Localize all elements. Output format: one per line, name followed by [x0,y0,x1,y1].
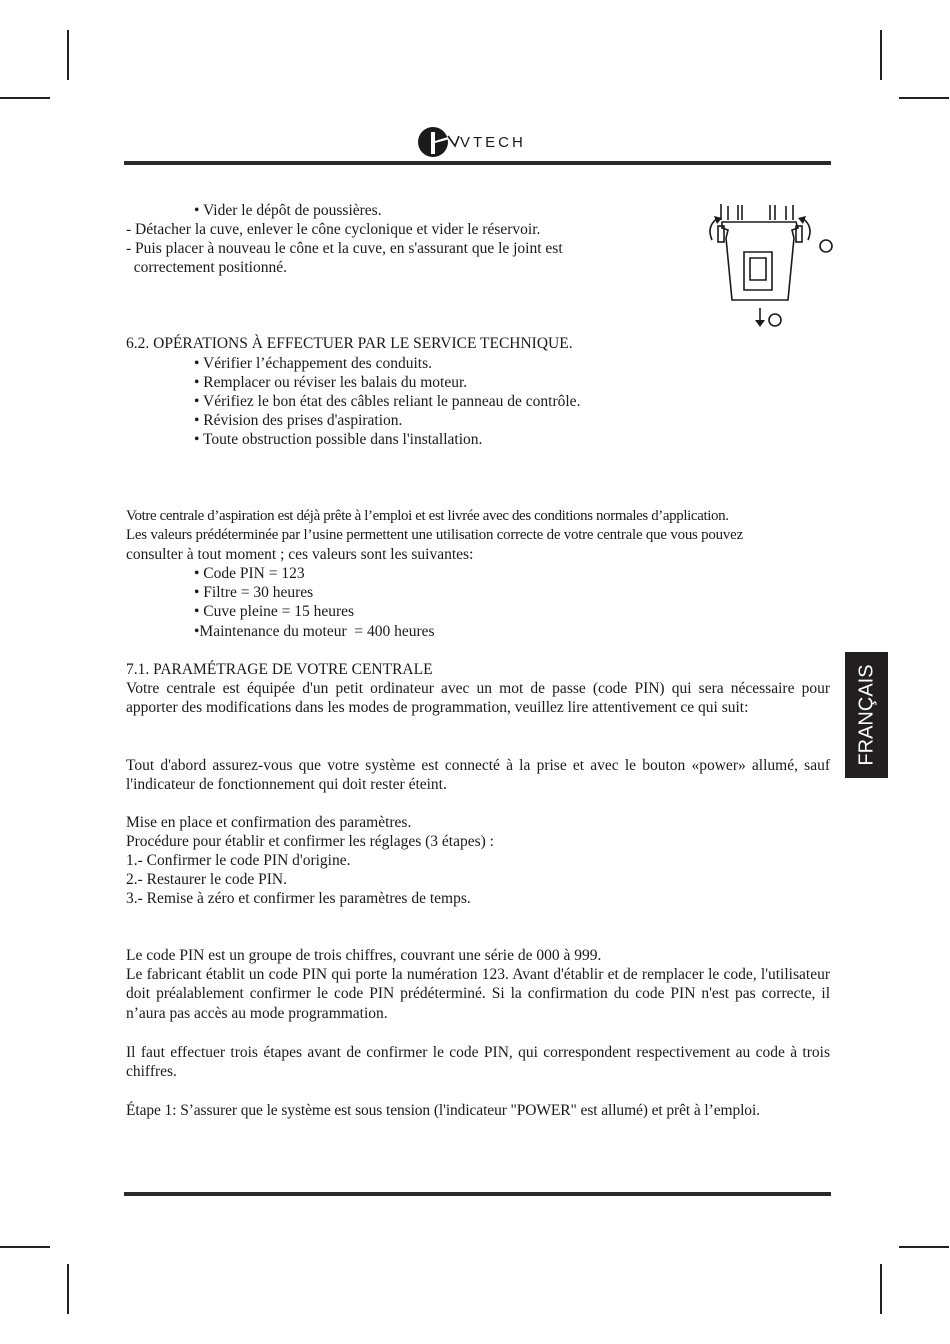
paragraph: Il faut effectuer trois étapes avant de confirmer le code PIN, qui correspondent respectivement au code à trois chiffres. [126,1044,830,1081]
list-item: • Cuve pleine = 15 heures [194,603,355,620]
crop-mark [899,1246,949,1248]
paragraph-line: Le code PIN est un groupe de trois chiffres, couvrant une série de 000 à 999. [126,947,602,964]
crop-mark [899,97,949,99]
paragraph-line: Étape 1: S’assurer que le système est sous tension (l'indicateur "POWER" est allumé) et prêt à l’emploi. [126,1102,760,1119]
list-item: • Filtre = 30 heures [194,584,314,601]
step-line: Procédure pour établir et confirmer les réglages (3 étapes) : [126,833,494,850]
section-heading: 6.2. OPÉRATIONS À EFFECTUER PAR LE SERVICE TECHNIQUE. [126,335,573,352]
list-item: - Puis placer à nouveau le cône et la cuve, en s'assurant que le joint est [126,240,563,257]
footer-rule [124,1192,831,1196]
language-tab [845,652,888,778]
header-rule [124,161,831,165]
paragraph-line: Votre centrale d’aspiration est déjà prête à l’emploi et est livrée avec des conditions normales d’application. [126,508,729,524]
paragraph: Votre centrale est équipée d'un petit ordinateur avec un mot de passe (code PIN) qui sera nécessaire pour apporter des modifications dans les modes de programmation, veuillez lire attentivement ce qui suit: [126,680,830,717]
list-item: • Révision des prises d'aspiration. [194,412,403,429]
paragraph-line: consulter à tout moment ; ces valeurs sont les suivantes: [126,546,474,563]
step-line: 2.- Restaurer le code PIN. [126,871,287,888]
list-item: • Code PIN = 123 [194,565,305,582]
tank-removal-illustration [700,200,840,335]
crop-mark [0,97,50,99]
step-line: 3.- Remise à zéro et confirmer les paramètres de temps. [126,890,471,907]
list-item: • Vider le dépôt de poussières. [194,202,382,219]
section-heading: 7.1. PARAMÉTRAGE DE VOTRE CENTRALE [126,661,433,678]
list-item: - Détacher la cuve, enlever le cône cyclonique et vider le réservoir. [126,221,541,238]
list-item: •Maintenance du moteur = 400 heures [194,623,435,640]
list-item: • Vérifiez le bon état des câbles reliant le panneau de contrôle. [194,393,581,410]
language-tab-label: FRANÇAIS [855,664,877,766]
crop-mark [67,30,69,80]
brand-logo-text: VTECH [460,134,526,151]
crop-mark [880,30,882,80]
step-line: 1.- Confirmer le code PIN d'origine. [126,852,351,869]
list-item: correctement positionné. [126,259,287,276]
crop-mark [880,1264,882,1314]
list-item: • Remplacer ou réviser les balais du moteur. [194,374,468,391]
paragraph-line: Les valeurs prédéterminée par l’usine permettent une utilisation correcte de votre centrale que vous pouvez [126,527,743,543]
list-item: • Vérifier l’échappement des conduits. [194,355,432,372]
step-line: Mise en place et confirmation des paramètres. [126,814,412,831]
crop-mark [67,1264,69,1314]
list-item: • Toute obstruction possible dans l'installation. [194,431,483,448]
crop-mark [0,1246,50,1248]
paragraph: Tout d'abord assurez-vous que votre système est connecté à la prise et avec le bouton «power» allumé, sauf l'indicateur de fonctionnement qui doit rester éteint. [126,757,830,794]
paragraph: Le fabricant établit un code PIN qui porte la numération 123. Avant d'établir et de remplacer le code, l'utilisateur doit préalablement confirmer le code PIN prédéterminé. Si la confirmation du code PIN n'est pas correcte, il n’aura pas accès au mode programmation. [126,966,830,1022]
